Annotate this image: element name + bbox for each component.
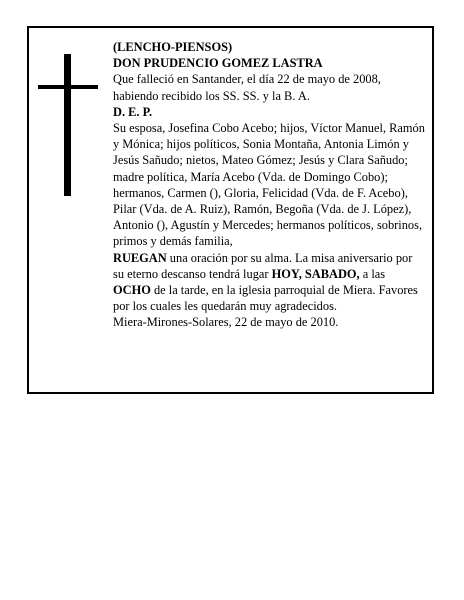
at-the-text: a las [359,266,386,281]
request-text: una oración por su alma. La misa aniversario por su eterno descanso tendrá lugar [113,250,413,281]
obituary-text [113,39,425,331]
cross-vertical-bar [64,54,71,196]
ruegan-keyword: RUEGAN [113,250,167,265]
mass-hour: OCHO [113,283,151,298]
death-info: Que falleció en Santander, el día 22 de mayo de 2008, habiendo recibido los SS. SS. y la B. A. [113,72,381,103]
cross-icon [38,54,98,196]
deceased-name: DON PRUDENCIO GOMEZ LASTRA [113,56,323,71]
nickname-header: (LENCHO-PIENSOS) [113,40,233,54]
cross-horizontal-bar [38,85,98,89]
mass-location: de la tarde, en la iglesia parroquial de Miera. Favores por los cuales les quedarán muy agradecidos. [113,283,418,314]
family-list: Su esposa, Josefina Cobo Acebo; hijos, Víctor Manuel, Ramón y Mónica; hijos políticos, Sonia Montaña, Antonia Limón y Jesús Sañudo; nietos, Mateo Gómez; Jesús y Clara Sañudo; madre política, María Acebo (Vda. de Domingo Cobo); hermanos, Carmen (), Gloria, Felicidad (Vda. de F. Acebo), Pilar (Vda. de A. Ruiz), Ramón, Begoña (Vda. de J. López), Antonio (), Agustín y Mercedes; hermanos políticos, sobrinos, primos y demás familia, [113,121,425,249]
mass-announcement [113,250,425,315]
mass-day: HOY, SABADO, [271,266,360,281]
rip-abbreviation: D. E. P. [113,104,153,119]
place-date-signature: Miera-Mirones-Solares, 22 de mayo de 2010. [113,315,339,330]
